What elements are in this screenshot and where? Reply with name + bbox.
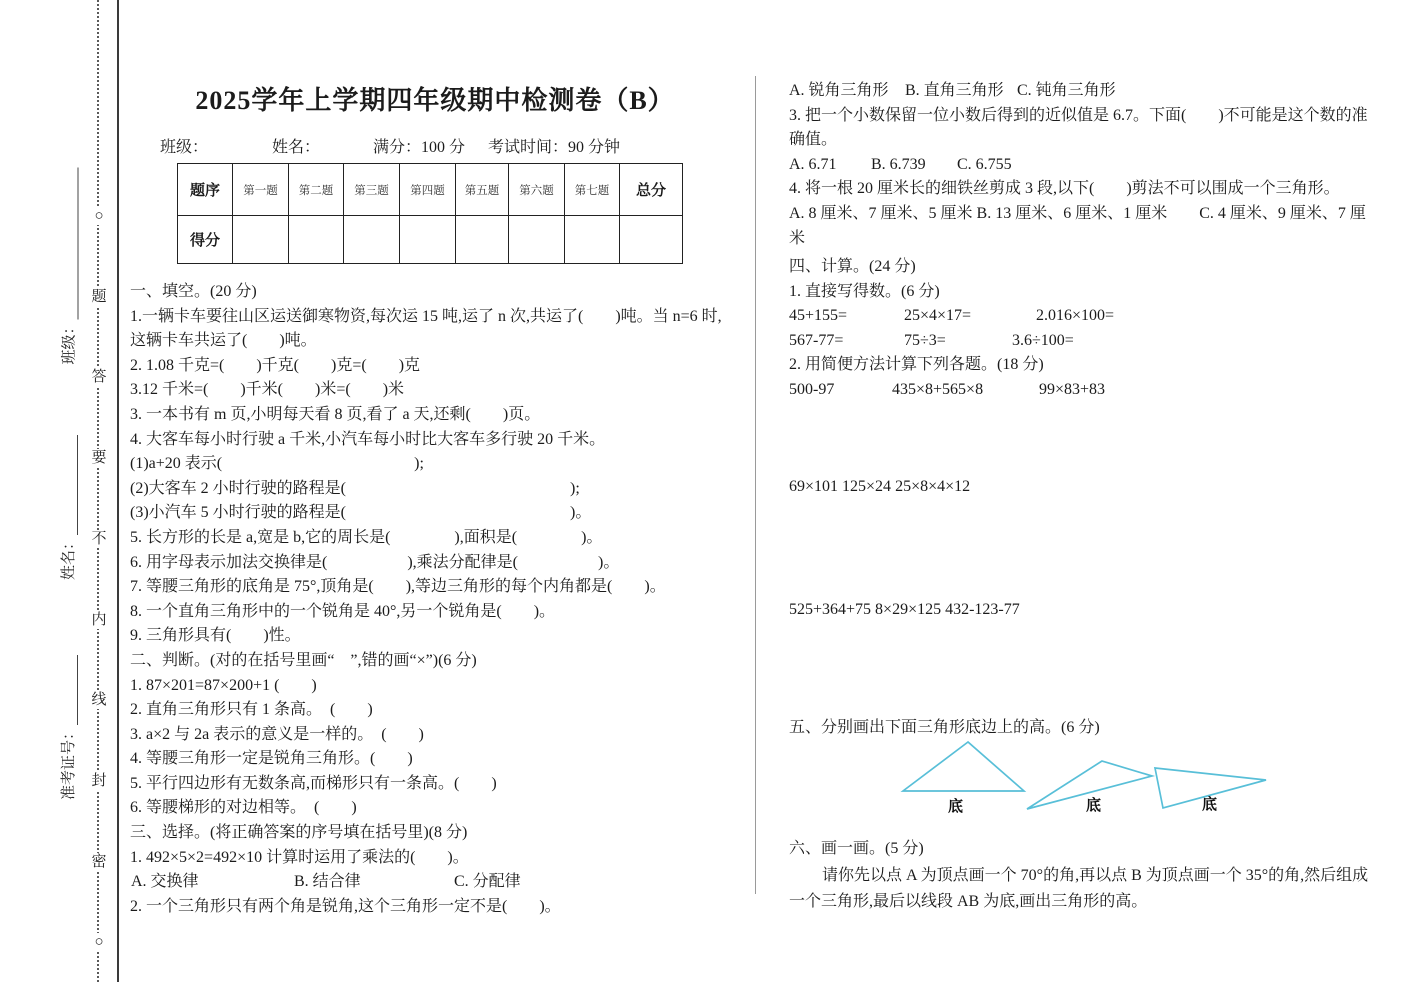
choice-option: C. 分配律 — [454, 873, 521, 891]
choice-option: A. 锐角三角形 — [789, 82, 889, 99]
score-table-header: 第六题 — [509, 164, 565, 216]
seal-border-line — [117, 0, 119, 982]
calc-simplify-title: 2. 用简便方法计算下列各题。(18 分) — [789, 356, 1044, 374]
score-cell — [289, 216, 344, 264]
calc-direct-title: 1. 直接写得数。(6 分) — [789, 282, 940, 300]
exam-no-blank-line — [64, 655, 78, 725]
calc-item: 8×29×125 — [875, 601, 942, 618]
seal-char: 答 — [88, 368, 110, 386]
margin-class-field — [61, 150, 79, 365]
section3-title: 三、选择。(将正确答案的序号填在括号里)(8 分) — [130, 824, 468, 842]
score-cell — [233, 216, 289, 264]
fill-line: 1.一辆卡车要往山区运送御寒物资,每次运 15 吨,运了 n 次,共运了( )吨。当 n=6 时, — [130, 307, 722, 325]
calc-item: 45+155= — [789, 307, 848, 325]
score-table-header-row — [178, 164, 683, 216]
fill-line: 5. 长方形的长是 a,宽是 b,它的周长是( ),面积是( )。 — [130, 528, 603, 546]
fill-line: 9. 三角形具有( )性。 — [130, 627, 301, 645]
section5-title: 五、分别画出下面三角形底边上的高。(6 分) — [789, 719, 1100, 736]
score-table-header: 题序 — [178, 164, 233, 216]
margin-exam-no-field — [60, 640, 78, 800]
class-label: 班级： — [160, 139, 209, 156]
margin-name-field — [60, 420, 78, 580]
choice-options-row — [130, 870, 755, 895]
section4-title: 四、计算。(24 分) — [789, 258, 916, 275]
seal-char: 线 — [88, 691, 110, 709]
score-table-header: 总分 — [620, 164, 683, 216]
calc-item: 567-77= — [789, 331, 844, 349]
score-table-header: 第七题 — [565, 164, 620, 216]
seal-char: 不 — [88, 530, 110, 548]
choice-question: 3. 把一个小数保留一位小数后得到的近似值是 6.7。下面( )不可能是这个数的准 — [789, 106, 1368, 124]
column-divider — [755, 76, 756, 894]
choice-options-row: A. 8 厘米、7 厘米、5 厘米 B. 13 厘米、6 厘米、1 厘米 C. 4 厘米、9 厘米、7 厘 — [789, 204, 1366, 222]
name-label: 姓名： — [272, 139, 321, 156]
fill-line: (2)大客车 2 小时行驶的路程是( ); — [130, 479, 580, 497]
score-table-header: 第三题 — [344, 164, 400, 216]
triangle1-base-label: 底 — [948, 799, 964, 815]
judge-line: 2. 直角三角形只有 1 条高。 ( ) — [130, 701, 373, 719]
calc-item: 500-97 — [789, 380, 835, 398]
score-cell — [400, 216, 456, 264]
calc-item: 69×101 — [789, 478, 839, 495]
section6-title: 六、画一画。(5 分) — [789, 840, 924, 857]
score-table-header: 第五题 — [456, 164, 509, 216]
class-blank-line — [65, 167, 79, 319]
seal-char: ○ — [88, 933, 110, 951]
section2-title: 二、判断。(对的在括号里画“ ”,错的画“×”)(6 分) — [130, 651, 477, 669]
fill-line: 8. 一个直角三角形中的一个锐角是 40°,另一个锐角是( )。 — [130, 602, 556, 620]
draw-instruction-line: 一个三角形,最后以线段 AB 为底,画出三角形的高。 — [789, 893, 1148, 910]
seal-char: ○ — [88, 207, 110, 225]
right-column-calc — [789, 255, 1414, 403]
seal-char: 密 — [88, 853, 110, 871]
oral-calc-row — [789, 329, 1414, 354]
oral-calc-row — [789, 304, 1414, 329]
choice-option: B. 6.739 — [871, 155, 926, 173]
seal-char: 要 — [88, 449, 110, 467]
margin-class-label: 班级： — [61, 319, 78, 365]
choice-options-row — [789, 153, 1414, 178]
fill-line: 3.12 千米=( )千米( )米=( )米 — [130, 381, 405, 399]
right-column-top — [789, 79, 1414, 251]
simplify-calc-row — [789, 475, 970, 500]
fill-line: 2. 1.08 千克=( )千克( )克=( )克 — [130, 356, 421, 374]
judge-line: 1. 87×201=87×200+1 ( ) — [130, 676, 317, 694]
calc-item: 525+364+75 — [789, 601, 872, 618]
choice-question: 2. 一个三角形只有两个角是锐角,这个三角形一定不是( )。 — [130, 897, 561, 915]
calc-item: 3.6÷100= — [1012, 331, 1074, 349]
calc-item: 435×8+565×8 — [892, 380, 984, 398]
calc-item: 25×4×17= — [904, 307, 972, 325]
choice-question: 1. 492×5×2=492×10 计算时运用了乘法的( )。 — [130, 848, 469, 866]
seal-char: 内 — [88, 611, 110, 629]
simplify-calc-row — [789, 598, 1020, 623]
fill-line: 7. 等腰三角形的底角是 75°,顶角是( ),等边三角形的每个内角都是( )。 — [130, 578, 666, 596]
calc-item: 99×83+83 — [1039, 380, 1106, 398]
score-table-header: 第一题 — [233, 164, 289, 216]
judge-line: 3. a×2 与 2a 表示的意义是一样的。 ( ) — [130, 725, 424, 743]
score-cell — [565, 216, 620, 264]
choice-option: A. 交换律 — [131, 873, 199, 891]
choice-option: C. 钝角三角形 — [1017, 82, 1116, 99]
name-blank-line — [64, 435, 78, 535]
calc-item: 25×8×4×12 — [895, 478, 971, 495]
choice-option: C. 6.755 — [957, 155, 1012, 173]
fill-line: 6. 用字母表示加法交换律是( ),乘法分配律是( )。 — [130, 553, 620, 571]
score-cell — [620, 216, 683, 264]
calc-item: 432-123-77 — [945, 601, 1020, 618]
margin-exam-no-label: 准考证号： — [61, 724, 77, 800]
draw-instruction-line: 请你先以点 A 为顶点画一个 70°的角,再以点 B 为顶点画一个 35°的角,然后组成 — [822, 867, 1369, 884]
seal-dotted-line — [97, 0, 99, 982]
score-table-header: 第四题 — [400, 164, 456, 216]
full-score-label: 满分：100 分 — [373, 139, 466, 156]
simplify-calc-row — [789, 378, 1414, 403]
choice-options-row: 米 — [789, 229, 806, 247]
choice-options-row — [789, 79, 1414, 104]
fill-line: 4. 大客车每小时行驶 a 千米,小汽车每小时比大客车多行驶 20 千米。 — [130, 430, 606, 448]
score-cell — [509, 216, 565, 264]
choice-question: 确值。 — [789, 131, 838, 149]
calc-item: 125×24 — [842, 478, 892, 495]
margin-name-label: 姓名： — [61, 534, 77, 580]
score-row-label: 得分 — [178, 216, 233, 264]
fill-line: (3)小汽车 5 小时行驶的路程是( )。 — [130, 504, 592, 522]
fill-line: 这辆卡车共运了( )吨。 — [130, 332, 317, 350]
fill-line: 3. 一本书有 m 页,小明每天看 8 页,看了 a 天,还剩( )页。 — [130, 405, 541, 423]
choice-option: B. 结合律 — [294, 873, 361, 891]
left-column — [130, 280, 755, 919]
judge-line: 4. 等腰三角形一定是锐角三角形。( ) — [130, 750, 413, 768]
exam-time-label: 考试时间：90 分钟 — [488, 139, 621, 156]
fill-line: (1)a+20 表示( ); — [130, 455, 424, 473]
score-cell — [456, 216, 509, 264]
seal-char: 封 — [88, 772, 110, 790]
section1-title: 一、填空。(20 分) — [130, 283, 257, 300]
score-cell — [344, 216, 400, 264]
score-table-score-row — [178, 216, 683, 264]
score-table-header: 第二题 — [289, 164, 344, 216]
calc-item: 75÷3= — [904, 331, 946, 349]
choice-question: 4. 将一根 20 厘米长的细铁丝剪成 3 段,以下( )剪法不可以围成一个三角形。 — [789, 180, 1340, 198]
score-table — [177, 163, 683, 264]
triangle-1 — [903, 742, 1024, 791]
choice-option: B. 直角三角形 — [905, 82, 1004, 99]
judge-line: 6. 等腰梯形的对边相等。 ( ) — [130, 799, 357, 817]
seal-char: 题 — [88, 288, 110, 306]
calc-item: 2.016×100= — [1036, 307, 1115, 325]
judge-line: 5. 平行四边形有无数条高,而梯形只有一条高。( ) — [130, 774, 497, 792]
page-title: 2025学年上学期四年级期中检测卷（B） — [195, 86, 675, 115]
triangle3-base-label: 底 — [1202, 797, 1218, 813]
triangle2-base-label: 底 — [1086, 798, 1102, 814]
choice-option: A. 6.71 — [789, 155, 837, 173]
